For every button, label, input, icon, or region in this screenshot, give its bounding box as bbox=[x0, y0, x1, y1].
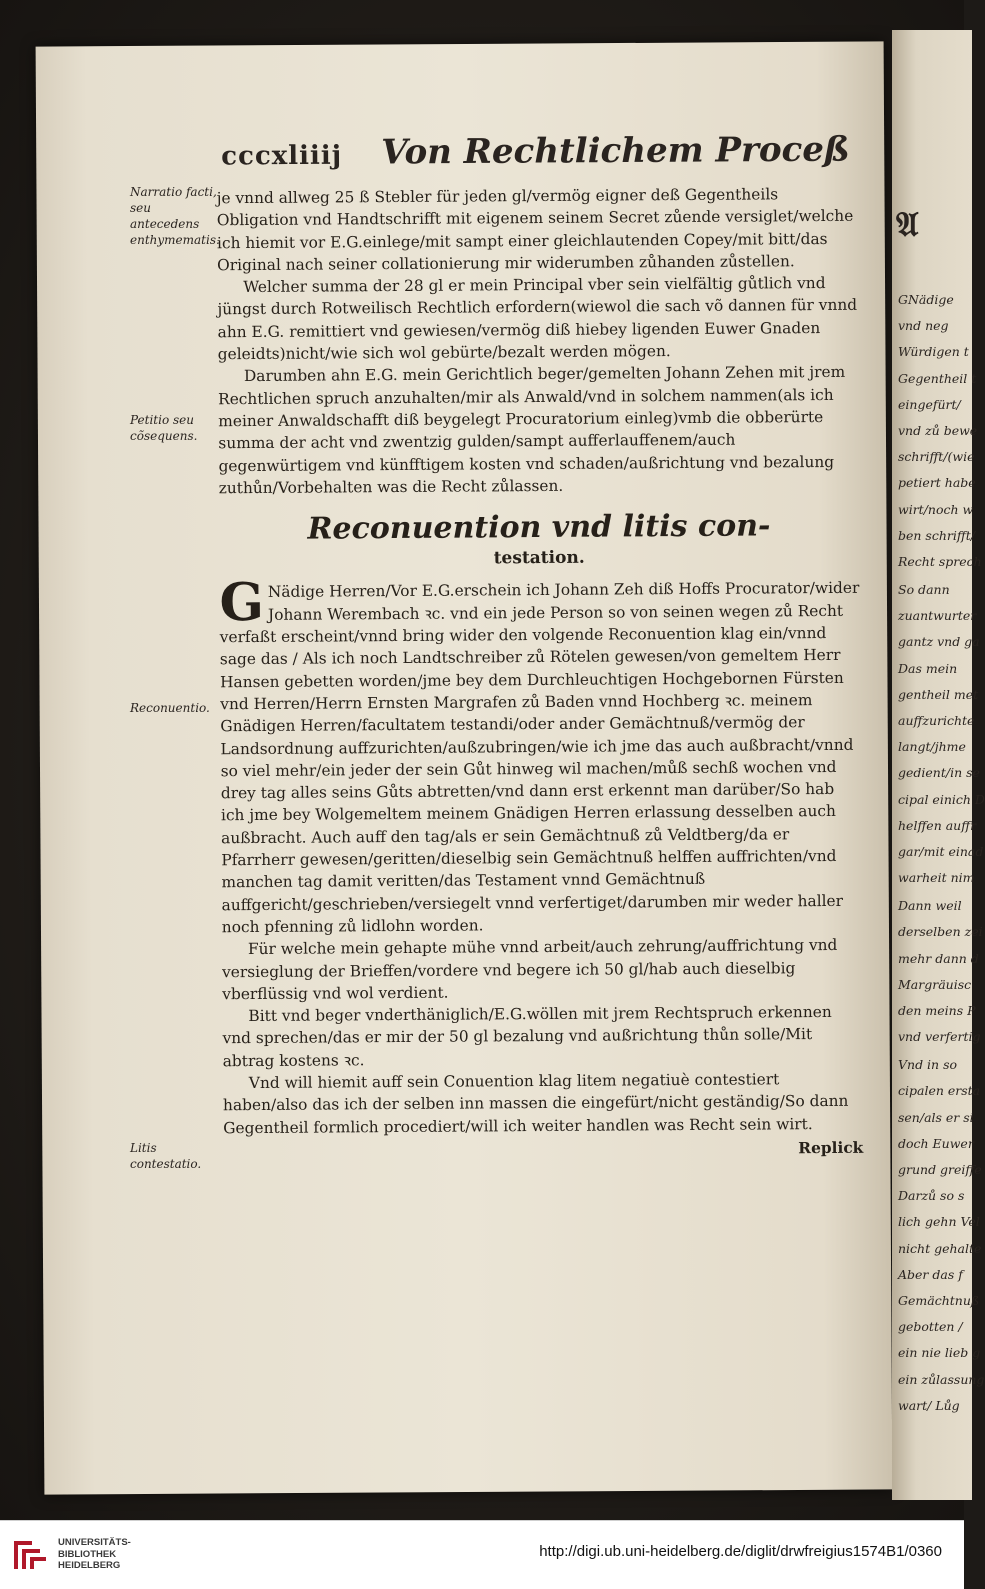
facing-page-line: cipal einich D bbox=[898, 791, 985, 807]
facing-page-line: vnd verfertig bbox=[898, 1029, 981, 1045]
facing-page-line: Gegentheil t bbox=[898, 370, 977, 386]
facing-page-line: grund greiffe bbox=[898, 1162, 982, 1177]
library-name-line: BIBLIOTHEK bbox=[58, 1548, 117, 1560]
facing-page-line: vnd neg bbox=[898, 318, 949, 334]
facing-page-line: Recht sprech bbox=[898, 554, 982, 569]
section-subheading: testation. bbox=[493, 547, 585, 569]
facing-page-line: eingefürt/ bbox=[898, 396, 961, 412]
facing-page-line: cipalen ersta bbox=[898, 1083, 981, 1099]
library-name-line: UNIVERSITÄTS- bbox=[58, 1537, 131, 1548]
facing-page-line: Das mein bbox=[898, 660, 958, 676]
facing-page-line: So dann bbox=[898, 582, 950, 597]
paragraph: Für welche mein gehapte mühe vnnd arbeit/auch zehrung/auffrichtung vnd versieglung der Brieffen/vordere vnd begere ich 50 gl/hab auch dieselbig vberflüssig vnd wol verdient. bbox=[222, 936, 838, 1004]
facing-page-line: nicht gehalte bbox=[898, 1240, 982, 1256]
paragraph: Darumben ahn E.G. mein Gerichtlich beger/gemelten Johann Zehen mit jrem Rechtlichen spruch anzuhalten/mir als Anwald/vnd in solchem nammen(als ich meiner Anwaldschafft diß beygelegt Procuratorium einleg)vmb die obberürte summa der acht vnd zwentzig gulden/sampt aufferlauffenem/auch gegenwürtigem vnd künfftigem kosten vnd schaden/außrichtung vnd bezalung zuthůn/Vorbehalten was die Recht zůlassen. bbox=[218, 363, 846, 498]
facing-page bbox=[892, 30, 985, 1500]
paragraph: je vnnd allweg 25 ß Stebler für jeden gl/vermög eigner deß Gegentheils Obligation vnd Handtschrifft mit eigenem seinem Secret zůende versiglet/welche ich hiemit vor E.G.einlege/mit sampt einer gleichlautenden Copey/mit bitt/das Original nach seiner collationierung mir widerumben zůhanden zůstellen. bbox=[216, 185, 854, 275]
margin-note-litis: Litis contestatio. bbox=[130, 1141, 202, 1171]
facing-page-line: Darzů so s bbox=[898, 1188, 965, 1204]
facing-page-line: schrifft/(wie bbox=[898, 449, 975, 465]
facing-page-line: gentheil met bbox=[898, 686, 979, 702]
facing-page-line: auffzurichte bbox=[898, 713, 975, 728]
catchword: Replick bbox=[798, 1138, 864, 1158]
paragraph-text: Nädige Herren/Vor E.G.erschein ich Johann Zeh diß Hoffs Procurator/wider Johann Werembach ꝛc. vnd ein jede Person so von seinen wegen zů Recht verfaßt erscheint/vnnd bring wider den volgende Reconuention klag ein/vnnd sage das / Als ich noch Landtschreiber zů Rötelen gewesen/von gemeltem Herr Hansen gebetten worden/jme bey dem Durchleuchtigen Hochgebornen Fürsten vnd Herren/Herrn Ernsten Margrafen zů Baden vnnd Hochberg ꝛc. meinem Gnädigen Herren/facultatem testandi/oder ander Gemächtnuß/vermög der Landsordnung auffzurichten/außzubringen/wie ich jme das auch außbracht/vnnd so viel mehr/ein jeder der sein Gůt hinweg wil machen/můß sechß wochen vnd drey tag alles seins Gůts abtretten/vnd dann erst erkennt man darüber/So hab ich jme bey Wolgemeltem meinem Gnädigen Herren erlassung desselben auch außbracht. Auch auff den tag/als er sein Gemächtnuß zů Veldtberg/da er Pfarrherr gewesen/geritten/dieselbig sein Gemächtnuß helffen auffrichten/vnd manchen tag damit veritten/das Testament vnnd Gemächtnuß auffgericht/geschrieben/versiegelt vnnd verfertiget/darumben mir weder haller noch pfenning zů lidlohn worden. bbox=[219, 579, 860, 937]
facing-page-line: langt/jhme bbox=[898, 739, 966, 755]
facing-page-line: ein zůlassung bbox=[898, 1371, 985, 1387]
facing-page-line: Vnd in so bbox=[898, 1057, 958, 1073]
paragraph: Vnd will hiemit auff sein Conuention klag litem negatiuè contestiert haben/also das ich der selben inn massen die eingefürt/nicht geständig/So dann Gegentheil formlich procediert/will ich weiter handlen was Recht sein wirt. bbox=[222, 1070, 849, 1137]
facing-page-initial: 𝔄 bbox=[896, 205, 919, 245]
facing-page-line: gar/mit einad bbox=[898, 844, 984, 859]
folio-number: cccxliiij bbox=[221, 140, 343, 172]
facing-page-line: wirt/noch w bbox=[898, 501, 974, 517]
facing-page-line: vnd zů bewe bbox=[898, 423, 978, 438]
main-text-block bbox=[217, 183, 864, 1164]
margin-note-reconuentio: Reconuentio. bbox=[130, 701, 210, 715]
facing-page-line: ben schrifft/ bbox=[898, 527, 975, 543]
facing-page-line: doch Euwer bbox=[898, 1135, 974, 1151]
facing-page-line: Margräuisc bbox=[898, 976, 972, 992]
section-heading: Reconuention vnd litis con- bbox=[307, 508, 771, 547]
margin-note-petitio: Petitio seu cõsequens. bbox=[130, 413, 198, 443]
facing-page-line: Würdigen t bbox=[898, 344, 969, 360]
facing-page-line: mehr dann d bbox=[898, 950, 979, 966]
library-name[interactable] bbox=[58, 1537, 131, 1572]
facing-page-line: gebotten / bbox=[898, 1319, 963, 1335]
facing-page-line: den meins P bbox=[898, 1003, 976, 1018]
facing-page-line: derselben zei bbox=[898, 924, 983, 940]
footer-bar bbox=[0, 1520, 964, 1589]
facing-page-line: gantz vnd ga bbox=[898, 634, 980, 650]
facing-page-line: gedient/in se bbox=[898, 765, 980, 781]
facing-page-line: warheit nim bbox=[898, 870, 975, 886]
facing-page-line: helffen auffr bbox=[898, 817, 977, 833]
paragraph: Bitt vnd beger vnderthäniglich/E.G.wöllen mit jrem Rechtspruch erkennen vnd sprechen/das er mir der 50 gl bezalung vnd außrichtung thůn solle/Mit abtrag kostens ꝛc. bbox=[222, 1003, 832, 1070]
drop-cap: G bbox=[219, 572, 265, 634]
margin-note-narratio: Narratio facti, seu antecedens enthymematis. bbox=[130, 185, 220, 247]
facing-page-line: Aber das f bbox=[898, 1266, 963, 1282]
facing-page-line: wart/ Lůg bbox=[898, 1397, 960, 1413]
facing-page-line: sen/als er si bbox=[898, 1109, 974, 1125]
facing-page-line: Dann weil bbox=[898, 898, 962, 914]
facing-page-line: ein nie lieb g bbox=[898, 1345, 981, 1361]
facing-page-line: zuantwurter bbox=[898, 608, 977, 624]
facing-page-line: Gemächtnuß bbox=[898, 1293, 980, 1308]
facing-page-line: lich gehn Vel bbox=[898, 1214, 980, 1230]
paragraph bbox=[219, 572, 861, 938]
facing-page-line: GNädige bbox=[898, 292, 954, 307]
facing-page-line: petiert habe bbox=[898, 475, 976, 491]
paragraph: Welcher summa der 28 gl er mein Principal vber sein vielfältig gůtlich vnd jüngst durch Rotweilisch Rechtlich erfordern(wiewol die sach võ dannen für vnnd ahn E.G. remittiert vnd gewiesen/vermög diß hiebey ligenden Euwer Gnaden geleidts)nicht/wie sich wol gebürte/bezalt werden mögen. bbox=[217, 274, 858, 364]
university-logo-icon[interactable] bbox=[10, 1535, 50, 1575]
library-name-line: HEIDELBERG bbox=[58, 1560, 121, 1571]
running-head: Von Rechtlichem Proceß bbox=[381, 129, 850, 173]
permalink-url[interactable]: http://digi.ub.uni-heidelberg.de/diglit/drwfreigius1574B1/0360 bbox=[539, 1543, 942, 1560]
